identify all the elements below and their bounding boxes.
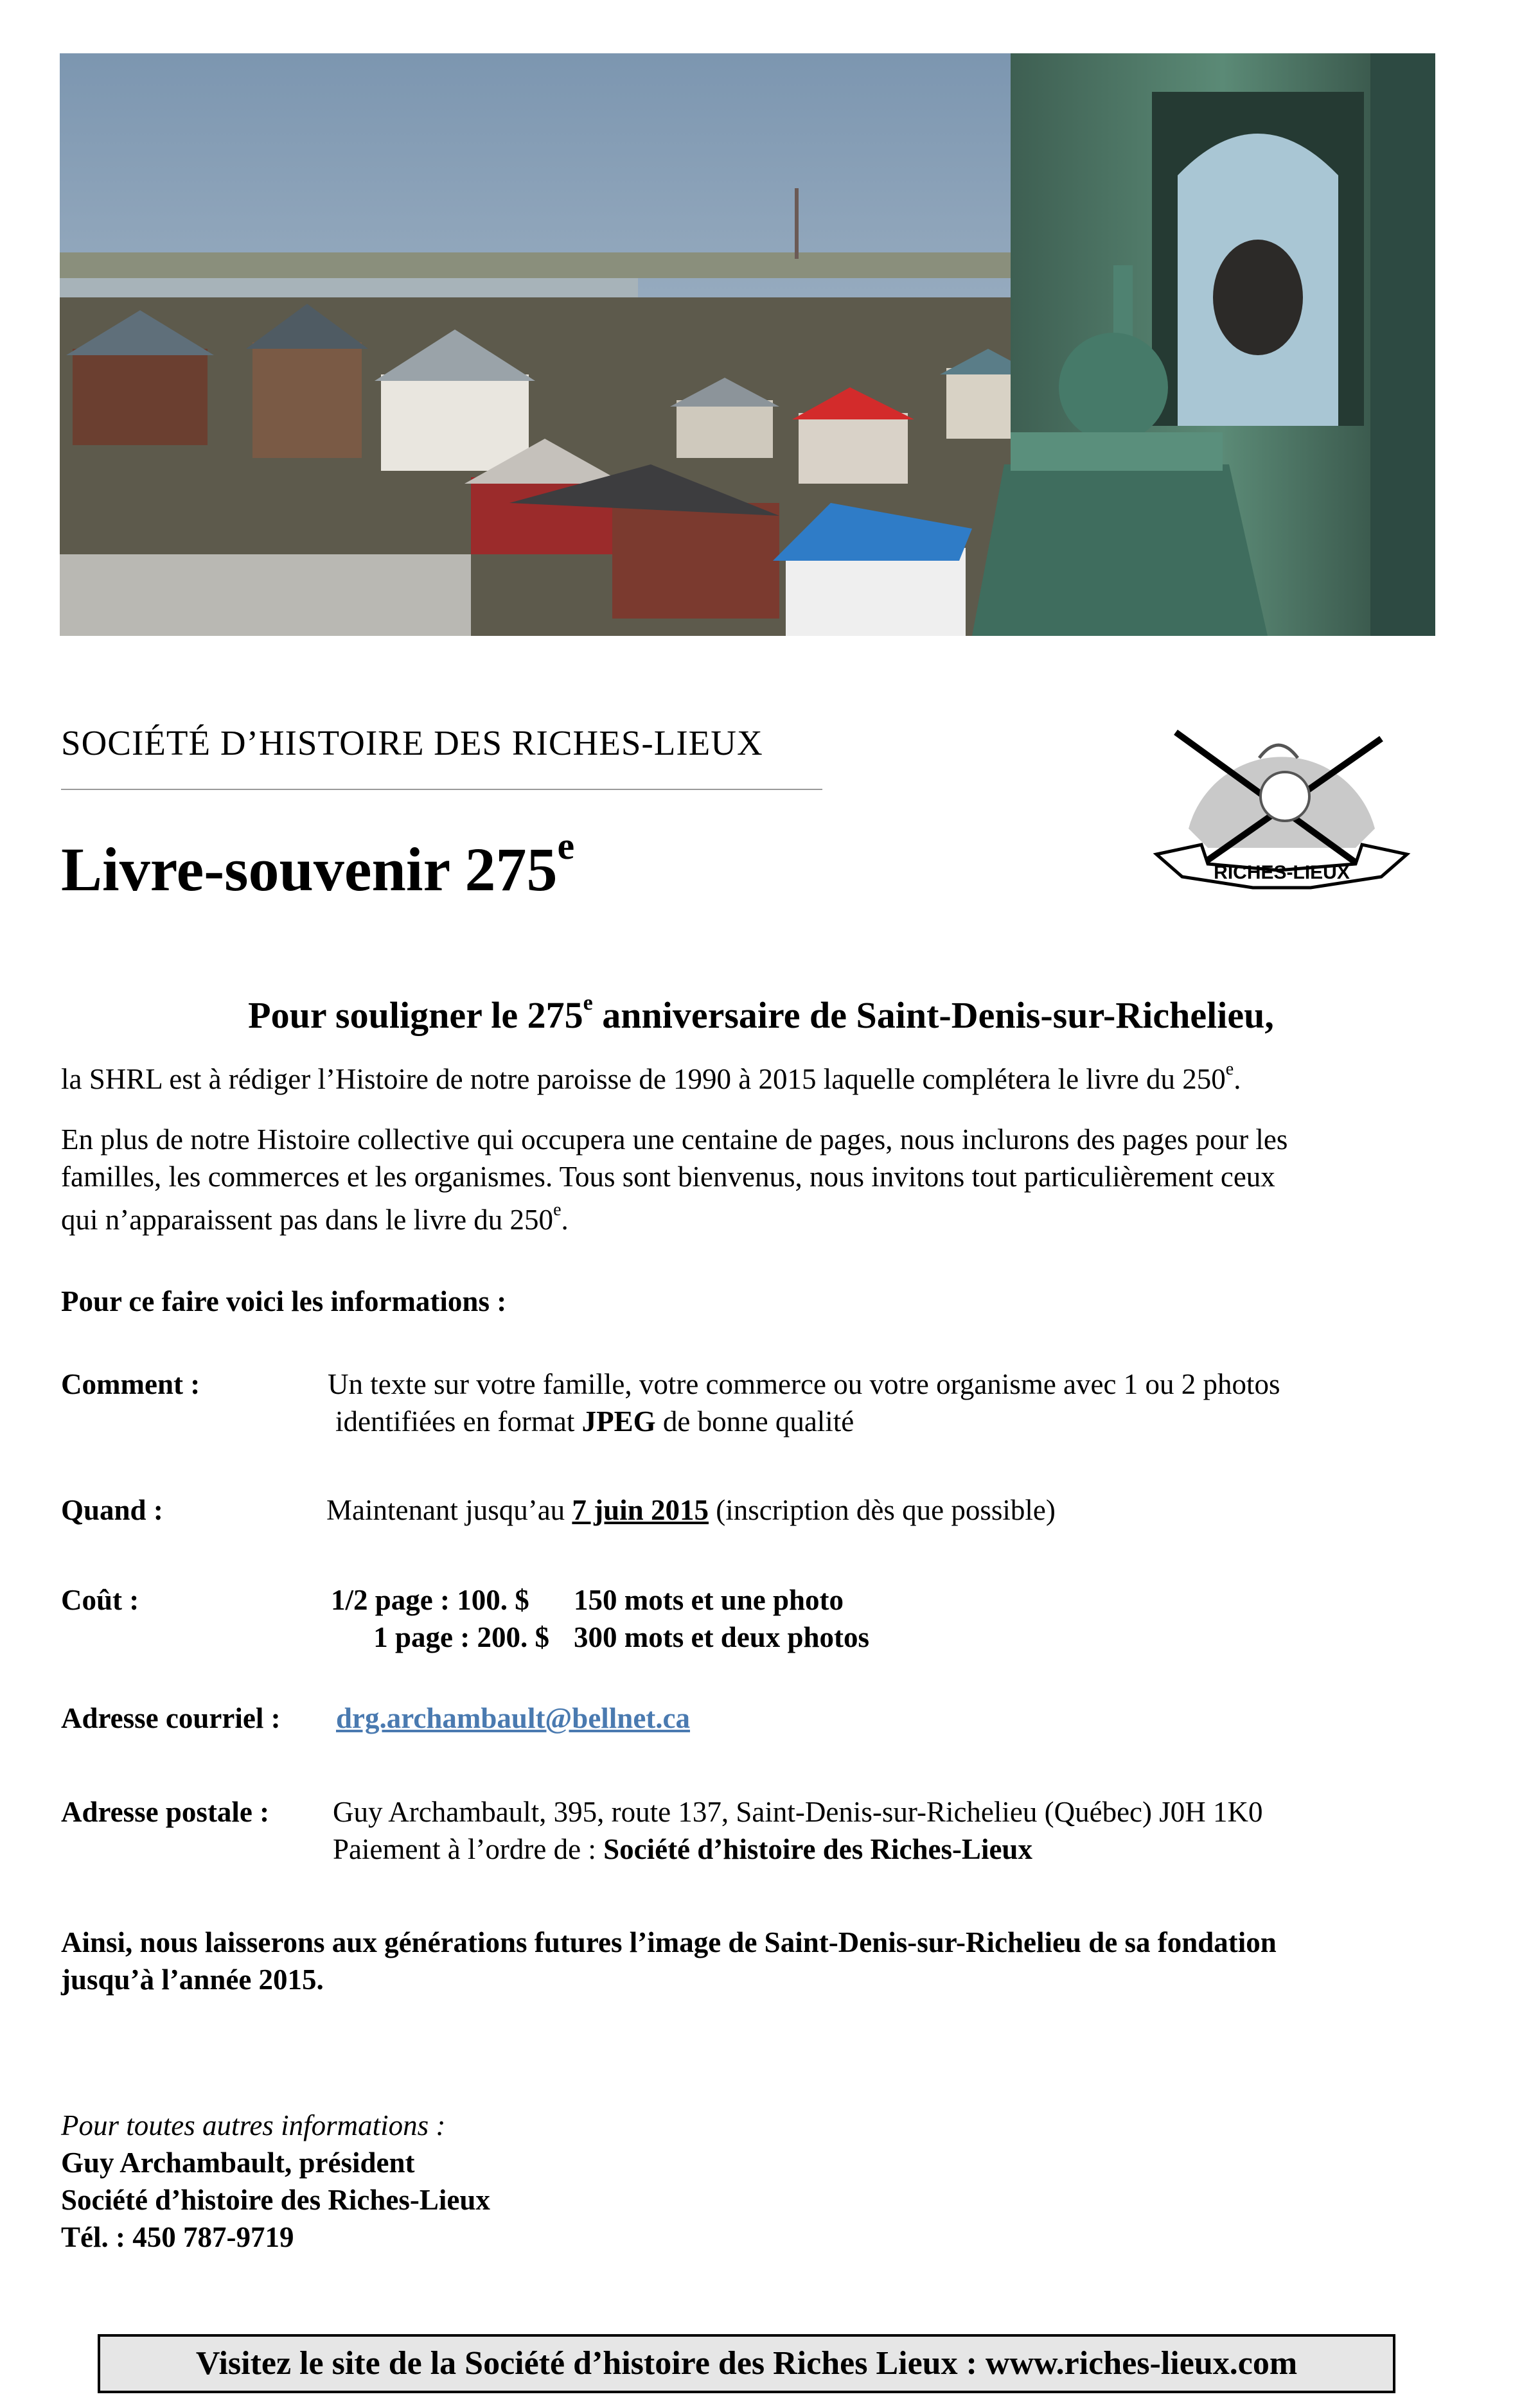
cout-label: Coût :	[61, 1584, 139, 1616]
lead-part2: anniversaire de Saint-Denis-sur-Richelieu,	[592, 994, 1274, 1036]
price-amount: 1/2 page : 100. $	[331, 1584, 529, 1616]
email-label: Adresse courriel :	[61, 1702, 281, 1734]
logo-icon	[1150, 719, 1413, 893]
intro-line-2: familles, les commerces et les organismes. Tous sont bienvenus, nous invitons tout particulièrement ceux	[61, 1161, 1275, 1193]
info-heading: Pour ce faire voici les informations :	[61, 1285, 507, 1317]
document-title	[61, 825, 575, 904]
contact-block	[61, 2107, 490, 2256]
intro-line-3-text: qui n’apparaissent pas dans le livre du 250	[61, 1204, 554, 1236]
postal-label: Adresse postale :	[61, 1796, 270, 1828]
price-description: 150 mots et une photo	[574, 1584, 844, 1616]
price-row	[331, 1581, 869, 1619]
deadline-date: 7 juin 2015	[572, 1494, 709, 1526]
lead-line	[61, 1055, 1241, 1098]
footer-website-banner: Visitez le site de la Société d’histoire des Riches Lieux : www.riches-lieux.com	[98, 2334, 1395, 2393]
intro-line-1: En plus de notre Histoire collective qui occupera une centaine de pages, nous inclurons des pages pour les	[61, 1123, 1288, 1156]
postal-line-2	[333, 1831, 1263, 1868]
price-description: 300 mots et deux photos	[574, 1621, 870, 1653]
lead-part1: Pour souligner le 275	[248, 994, 583, 1036]
intro-line-3	[61, 1195, 1288, 1238]
postal-line-1: Guy Archambault, 395, route 137, Saint-Denis-sur-Richelieu (Québec) J0H 1K0	[333, 1796, 1263, 1828]
contact-organization: Société d’histoire des Riches-Lieux	[61, 2184, 490, 2216]
closing-paragraph	[61, 1924, 1277, 1998]
postal-address	[333, 1793, 1263, 1868]
riches-lieux-logo-crossed-muskets	[1150, 719, 1413, 893]
price-row	[331, 1619, 869, 1656]
comment-format: JPEG	[581, 1405, 656, 1437]
comment-label: Comment :	[61, 1368, 200, 1400]
comment-line-2-a: identifiées en format	[335, 1405, 582, 1437]
price-list	[331, 1581, 869, 1656]
intro-paragraph	[61, 1121, 1288, 1238]
lead-line-end: .	[1234, 1063, 1241, 1095]
logo-text: RICHES-LIEUX	[1214, 862, 1350, 883]
lead-heading	[0, 990, 1522, 1037]
payment-prefix: Paiement à l’ordre de :	[333, 1833, 604, 1865]
hero-photo	[60, 53, 1435, 636]
organization-name: SOCIÉTÉ D’HISTOIRE DES RICHES-LIEUX	[61, 723, 763, 762]
quand-text	[326, 1491, 1056, 1529]
title-superscript: e	[557, 825, 575, 867]
quand-a: Maintenant jusqu’au	[326, 1494, 572, 1526]
email-link[interactable]: drg.archambault@bellnet.ca	[336, 1702, 691, 1734]
title-text: Livre-souvenir 275	[61, 835, 558, 904]
contact-name: Guy Archambault, président	[61, 2147, 415, 2179]
lead-superscript: e	[583, 990, 593, 1015]
contact-phone: Tél. : 450 787-9719	[61, 2221, 294, 2253]
payment-payee: Société d’histoire des Riches-Lieux	[603, 1833, 1032, 1865]
quand-b: (inscription dès que possible)	[708, 1494, 1056, 1526]
closing-line-1: Ainsi, nous laisserons aux générations futures l’image de Saint-Denis-sur-Richelieu de sa fondation	[61, 1926, 1277, 1958]
price-amount: 1 page : 200. $	[373, 1621, 549, 1653]
intro-line-3-end: .	[561, 1204, 569, 1236]
intro-line-3-superscript: e	[553, 1200, 562, 1220]
lead-line-superscript: e	[1225, 1059, 1234, 1079]
comment-line-1: Un texte sur votre famille, votre commerce ou votre organisme avec 1 ou 2 photos	[328, 1368, 1280, 1400]
comment-line-2	[328, 1403, 1280, 1440]
header-divider	[61, 789, 822, 790]
comment-line-2-c: de bonne qualité	[655, 1405, 854, 1437]
contact-intro: Pour toutes autres informations :	[61, 2109, 446, 2141]
comment-text	[328, 1366, 1280, 1440]
closing-line-2: jusqu’à l’année 2015.	[61, 1964, 324, 1996]
village-church-bell-tower-photo	[60, 53, 1435, 636]
lead-line-text: la SHRL est à rédiger l’Histoire de notre paroisse de 1990 à 2015 laquelle complétera le livre du 250	[61, 1063, 1226, 1095]
quand-label: Quand :	[61, 1494, 163, 1526]
